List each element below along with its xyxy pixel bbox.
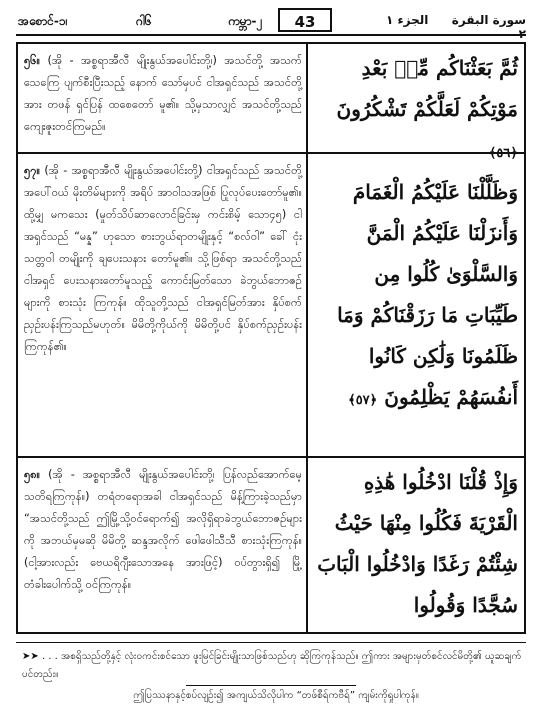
ayah-marker: ﴿٥٦﴾ [488, 146, 518, 161]
arabic-text: ثُمَّ بَعَثْنَاكُم مِّنۢ بَعْدِ مَوْتِكُمْ لَعَلَّكُمْ تَشْكُرُونَ [336, 56, 518, 121]
footnote-rule-2 [186, 685, 356, 686]
verse-58-translation [24, 464, 302, 596]
verse-56-translation [24, 50, 302, 138]
footnote-rule [16, 642, 526, 643]
verse-text: (အို - အစ္စရာအီလီ မျိုးနွယ်အပေါင်းတို့၊ ပြန်လည်အောက်မေ့သတိရကြကုန်။) တရံတရောအခါ ငါအရှင်သည် မိန့်ကြားခဲ့သည်မှာ “အသင်တို့သည် ဤမြို့သို့ဝင်ရောက်၍ အလိုရှိရာခဲဘွယ်ဘောဇဉ်များ ကို အဘယ်မှမဆို မိမိတို့ ဆန္ဒအလိုက် ဖေါဖေါသီသီ စားသုံးကြကုန်။ (ငါ့အားလည်း ဗေယရိဂျီးသောအနေ အားဖြင့်) ဝပ်တွားရှိ၍ မြို့တံခါးပေါက်သို့ ဝင်ကြကုန်။ [24, 468, 302, 591]
header-surah: سورة البقرة [451, 13, 526, 27]
verse-number: ၅၆။ [24, 54, 40, 67]
ayah-marker: ﴿٥٧﴾ [348, 393, 378, 408]
verse-57-translation [24, 160, 302, 358]
page-header [16, 4, 526, 34]
verse-text: (အို - အစ္စရာအီလီ မျိုးနွယ်အပေါင်းတို့) ငါအရှင်သည် အသင်တို့အပေါ်ဝယ် မိုးတိမ်များကို အရိပ် အာဝါသအဖြစ် ပြုလုပ်ပေးတော်မူ၏။ ထို့မျှ မကသေး (မှုတ်သိပ်ဆာလောင်ခြင်းမှ ကင်းစိမ့် သော၄၅) ငါ အရှင်သည် “မန္န” ဟုသော စားဘွယ်ရာတမျိုးနှင့် “စလ်ဝါ” ခေါ် ငုံးသတ္တဝါ တမျိုးကို ချပေးသနား တော်မူ၏။ သို့ဖြစ်ရာ အသင်တို့သည် ငါအရှင် ပေးသနားတော်မူသည့် ကောင်းမြတ်သော ခဲဘွယ်ဘောဇဉ်များကို စားသုံး ကြကုန်။ ထိုသူတို့သည် ငါအရှင်မြတ်အား နှိပ်စက် ညှဉ်းပန်းကြသည်မဟုတ်။ မိမိတို့ကိုယ်ကို မိမိတို့ပင် နှိပ်စက်ညှဉ်းပန်းကြကုန်၏။ [24, 164, 302, 353]
verse-number: ၅၇။ [24, 164, 40, 177]
verse-56-arabic [316, 48, 518, 174]
page-number: 43 [278, 8, 332, 32]
verse-number: ၅၈။ [24, 468, 41, 481]
quran-page [16, 4, 526, 708]
verse-separator-2 [16, 456, 526, 458]
arabic-text: وَإِذْ قُلْنَا ادْخُلُوا هَٰذِهِ الْقَرْيَةَ فَكُلُوا مِنْهَا حَيْثُ شِئْتُمْ رَغَدًا وَادْخُلُوا الْبَابَ سُجَّدًا وَقُولُوا [317, 470, 518, 617]
header-section: ဂါ၆ [136, 14, 152, 28]
header-rule [16, 34, 526, 36]
verse-text: (အို - အစ္စရာအီလီ မျိုးနွယ်အပေါင်းတို့၊) အသင်တို့ အသက်သေကြေ ပျက်စီးပြီးသည့် နောက် သော်မှပင် ငါအရှင်သည် အသင်တို့အား တဖန် ရှင်ပြန် ထစေတော် မူ၏။ သို့မှသာလျှင် အသင်တို့သည် ကျေးဇူးတင်ကြမည်။ [24, 54, 302, 133]
verse-58-arabic [316, 462, 518, 626]
verse-57-arabic [316, 172, 518, 421]
header-part: الجزء ١ [386, 13, 429, 27]
header-volume: အစောင်-၁၊ [18, 14, 68, 28]
footnote [22, 648, 522, 684]
footnote-marker: ➤➤ [22, 651, 39, 662]
arabic-text: وَظَلَّلْنَا عَلَيْكُمُ الْغَمَامَ وَأَنزَلْنَا عَلَيْكُمُ الْمَنَّ وَالسَّلْوَىٰ كُلُوا مِن طَيِّبَاتِ مَا رَزَقْنَاكُمْ وَمَا ظَلَمُونَا وَلَٰكِن كَانُوا أَنفُسَهُمْ يَظْلِمُونَ [337, 180, 518, 409]
column-divider [306, 42, 308, 634]
header-chapter: ကမ္ဘာ-၂ [228, 14, 263, 28]
footnote-text: . . . အစရှိသည်တို့နှင့် လုံးဝကင်းစင်သော ဖူးမြင်ခြင်းမျိုးသာဖြစ်သည်ဟု ဆိုကြကုန်သည်။ ဤကား အများမှတ်စင်လင်မိတို့၏ ယူဆချက်ပင်တည်း။ [22, 651, 522, 680]
footnote-reference: ဤပြဿနာနှင့်စပ်လျဉ်း၍ အကျယ်သိလိုပါက “တဖ်စီရ်ကဗီရ်” ကျမ်းကိုရှုပါကုန်။ [133, 690, 419, 701]
